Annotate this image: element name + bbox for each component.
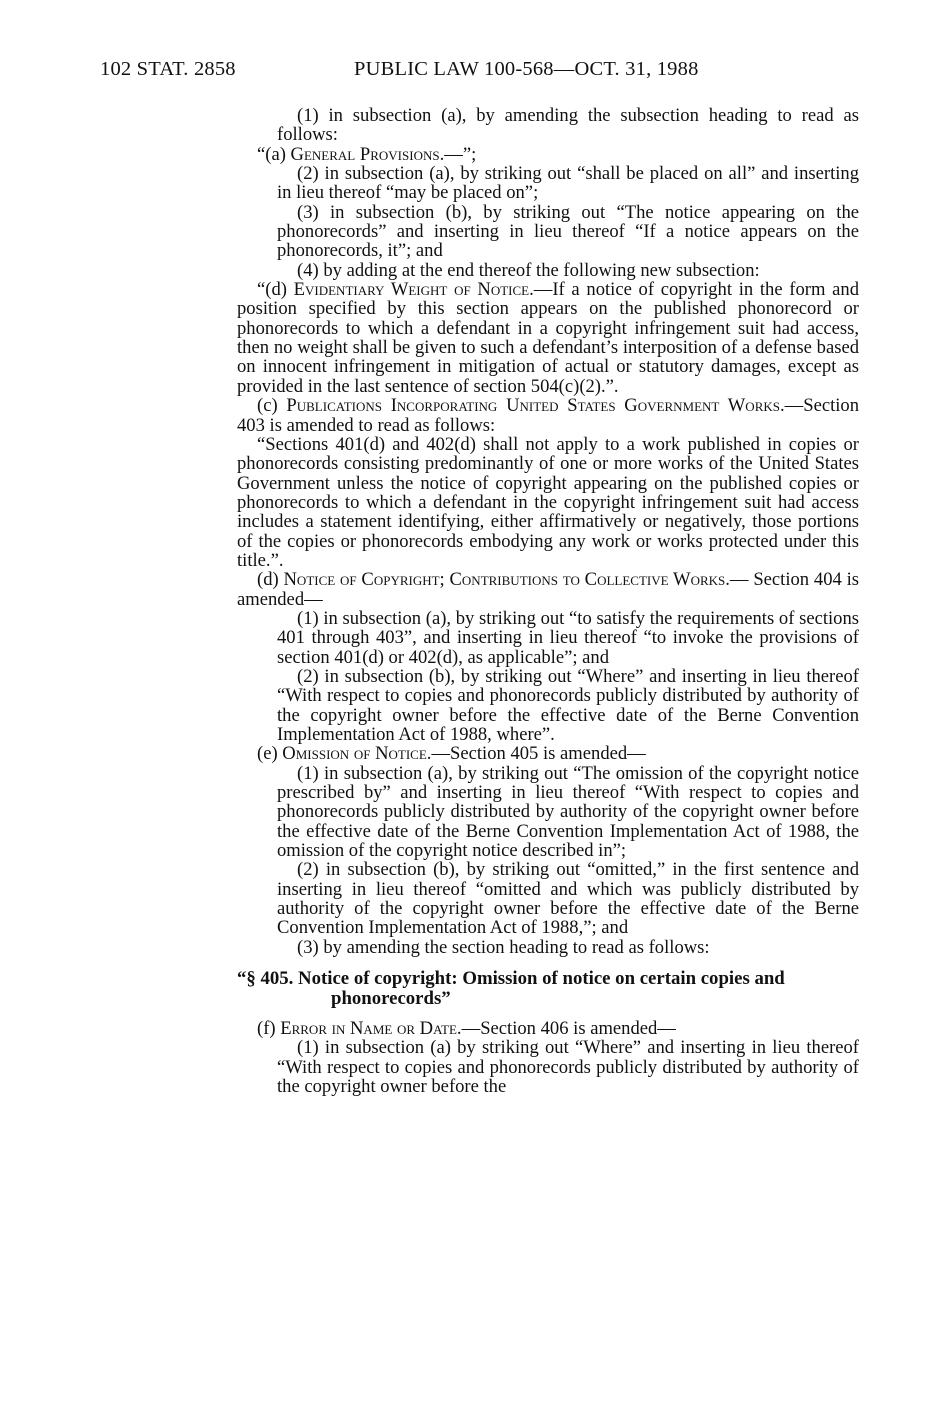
- text-run: —Section 403 is amended to read as follows:: [237, 395, 860, 436]
- paragraph: (1) in subsection (a), by striking out “The omission of the copyright notice prescribed by” and inserting in lieu thereof “With respect to copies and phonorecords publicly distributed by authority of the copyright owner before the effective date of the Berne Convention Implementation Act of 1988, the omission of the copyright notice described in”;: [277, 762, 859, 862]
- text-run: (c): [257, 395, 287, 417]
- text-run: —If a notice of copyright in the form and position specified by this section appears on the published phonorecord or phonorecords to which a defendant in a copyright infringement suit had access, then no weight shall be given to such a defendant’s interposition of a defense based on innocent infringement in mitigation of actual or statutory damages, except as provided in the last sentence of section 504(c)(2).”.: [237, 279, 859, 397]
- paragraph: (2) in subsection (b), by striking out “omitted,” in the first sentence and inserting in lieu thereof “omitted and which was publicly distributed by authority of the copyright owner before the effective date of the Berne Convention Implementation Act of 1988,”; and: [277, 859, 859, 939]
- paragraph: (1) in subsection (a), by amending the subsection heading to read as follows:: [277, 105, 859, 146]
- text-run: (e): [257, 743, 283, 765]
- stat-reference: 102 STAT. 2858: [100, 58, 236, 80]
- paragraph: [237, 744, 859, 763]
- paragraph: [237, 570, 859, 609]
- subsection-heading: General Provisions.: [290, 143, 445, 165]
- paragraph: [237, 396, 859, 435]
- paragraph: (3) in subsection (b), by striking out “The notice appearing on the phonorecords” and inserting in lieu thereof “If a notice appears on the phonorecords, it”; and: [277, 201, 859, 262]
- paragraph: (1) in subsection (a), by striking out “to satisfy the requirements of sections 401 through 403”, and inserting in lieu thereof “to invoke the provisions of section 401(d) or 402(d), as applicable”; and: [277, 607, 859, 668]
- text-run: —Section 406 is amended—: [461, 1018, 676, 1040]
- paragraph: (3) by amending the section heading to read as follows:: [297, 936, 710, 958]
- paragraph: [237, 1019, 859, 1038]
- text-run: —”;: [444, 143, 477, 165]
- text-run: “(d): [257, 279, 294, 301]
- subsection-heading: Publications Incorporating United States Government Works.: [286, 395, 785, 417]
- paragraph: (2) in subsection (a), by striking out “shall be placed on all” and inserting in lieu thereof “may be placed on”;: [277, 163, 859, 204]
- subsection-heading: Error in Name or Date.: [280, 1018, 462, 1040]
- subsection-heading: Evidentiary Weight of Notice.: [293, 279, 534, 301]
- paragraph: [237, 145, 859, 164]
- text-run: (d): [257, 569, 284, 591]
- text-run: “(a): [257, 143, 291, 165]
- section-heading: “§ 405. Notice of copyright: Omission of notice on certain copies and phonorecords”: [237, 968, 785, 1010]
- paragraph: (2) in subsection (b), by striking out “Where” and inserting in lieu thereof “With respect to copies and phonorecords publicly distributed by authority of the copyright owner before the effective date of the Berne Convention Implementation Act of 1988, where”.: [277, 665, 859, 745]
- text-run: — Section 404 is amended—: [237, 569, 859, 610]
- paragraph: (4) by adding at the end thereof the following new subsection:: [297, 259, 760, 281]
- public-law-reference: PUBLIC LAW 100-568—OCT. 31, 1988: [354, 58, 699, 80]
- paragraph: (1) in subsection (a) by striking out “Where” and inserting in lieu thereof “With respect to copies and phonorecords publicly distributed by authority of the copyright owner before the: [277, 1037, 859, 1098]
- paragraph: [237, 280, 859, 396]
- subsection-heading: Notice of Copyright; Contributions to Collective Works.: [283, 569, 730, 591]
- text-run: —Section 405 is amended—: [431, 743, 646, 765]
- paragraph: “Sections 401(d) and 402(d) shall not apply to a work published in copies or phonorecords consisting predominantly of one or more works of the United States Government unless the notice of copyright appearing on the published copies or phonorecords to which a defendant in the copyright infringement suit had access includes a statement identifying, either affirmatively or negatively, those portions of the copies or phonorecords embodying any work or works protected under this title.”.: [237, 433, 859, 571]
- subsection-heading: Omission of Notice.: [282, 743, 432, 765]
- document-body: [237, 106, 859, 1097]
- text-run: (f): [257, 1018, 281, 1040]
